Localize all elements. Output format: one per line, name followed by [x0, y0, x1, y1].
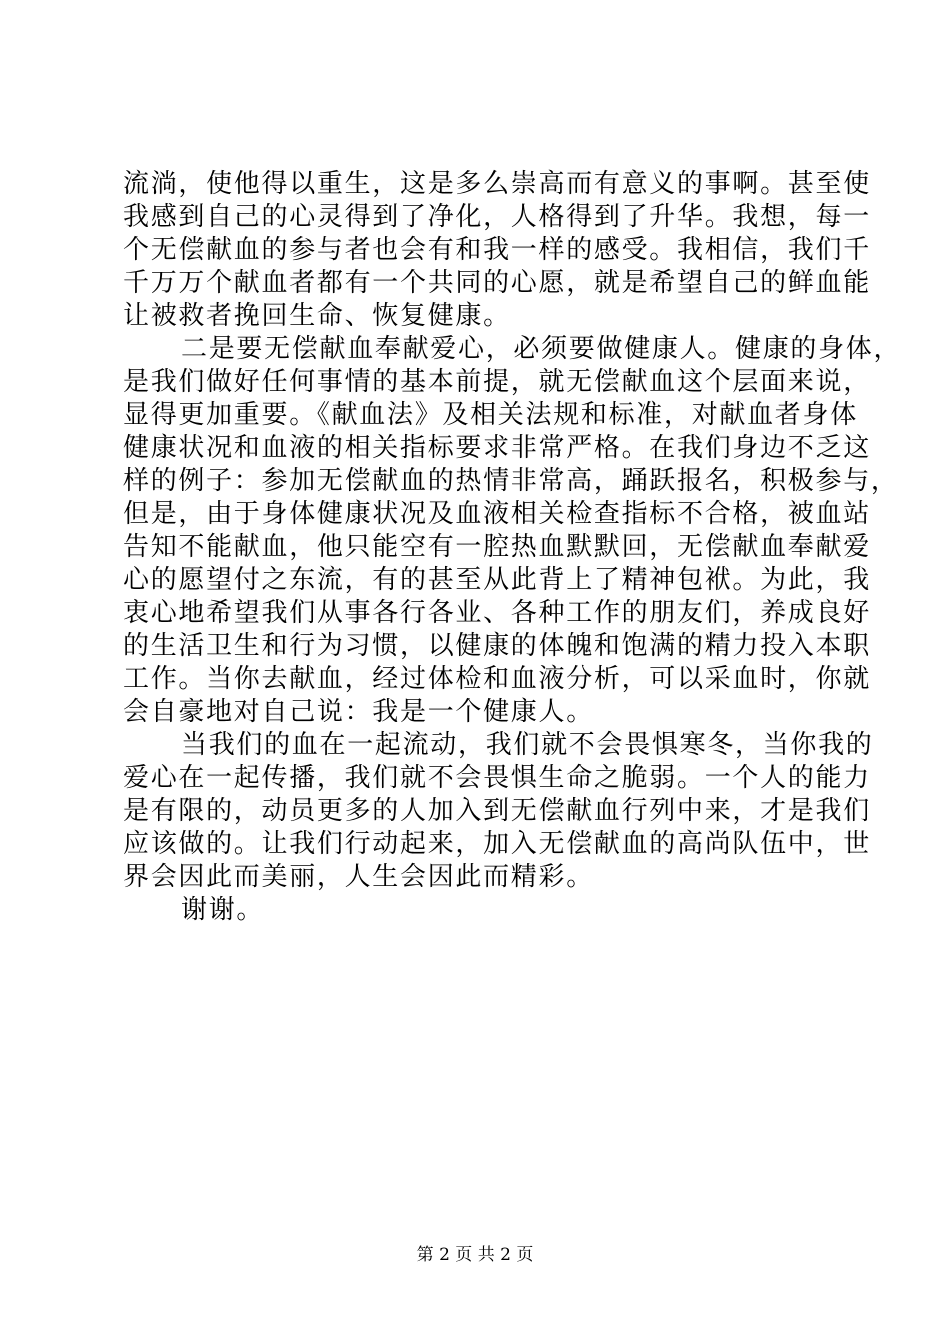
- paragraph-start-line: 二是要无偿献血奉献爱心，必须要做健康人。健康的身体，: [181, 334, 902, 364]
- text-line: 个无偿献血的参与者也会有和我一样的感受。我相信，我们千: [123, 235, 871, 265]
- document-body: [123, 168, 902, 927]
- closing-line: 谢谢。: [181, 895, 265, 925]
- paragraph-start-line: 当我们的血在一起流动，我们就不会畏惧寒冬，当你我的: [181, 730, 874, 760]
- text-line: 是有限的，动员更多的人加入到无偿献血行列中来，才是我们: [123, 796, 871, 826]
- text-line: 衷心地希望我们从事各行各业、各种工作的朋友们，养成良好: [123, 598, 871, 628]
- text-line: 让被救者挽回生命、恢复健康。: [123, 301, 511, 331]
- text-line: 爱心在一起传播，我们就不会畏惧生命之脆弱。一个人的能力: [123, 763, 871, 793]
- text-line: 应该做的。让我们行动起来，加入无偿献血的高尚队伍中，世: [123, 829, 871, 859]
- text-line: 我感到自己的心灵得到了净化，人格得到了升华。我想，每一: [123, 202, 871, 232]
- text-line: 流淌，使他得以重生，这是多么崇高而有意义的事啊。甚至使: [123, 169, 871, 199]
- text-line: 但是，由于身体健康状况及血液相关检查指标不合格，被血站: [123, 499, 871, 529]
- text-line: 会自豪地对自己说：我是一个健康人。: [123, 697, 594, 727]
- text-line: 样的例子：参加无偿献血的热情非常高，踊跃报名，积极参与，: [123, 466, 899, 496]
- text-line: 告知不能献血，他只能空有一腔热血默默回，无偿献血奉献爱: [123, 532, 871, 562]
- text-line: 显得更加重要。《献血法》及相关法规和标准，对献血者身体: [123, 400, 858, 430]
- text-line: 界会因此而美丽，人生会因此而精彩。: [123, 862, 594, 892]
- text-line: 千万万个献血者都有一个共同的心愿，就是希望自己的鲜血能: [123, 268, 871, 298]
- text-line: 是我们做好任何事情的基本前提，就无偿献血这个层面来说，: [123, 367, 871, 397]
- text-line: 健康状况和血液的相关指标要求非常严格。在我们身边不乏这: [123, 433, 871, 463]
- text-line: 工作。当你去献血，经过体检和血液分析，可以采血时，你就: [123, 664, 871, 694]
- text-line: 心的愿望付之东流，有的甚至从此背上了精神包袱。为此，我: [123, 565, 871, 595]
- text-line: 的生活卫生和行为习惯，以健康的体魄和饱满的精力投入本职: [123, 631, 871, 661]
- page-number-footer: 第 2 页 共 2 页: [416, 1245, 534, 1265]
